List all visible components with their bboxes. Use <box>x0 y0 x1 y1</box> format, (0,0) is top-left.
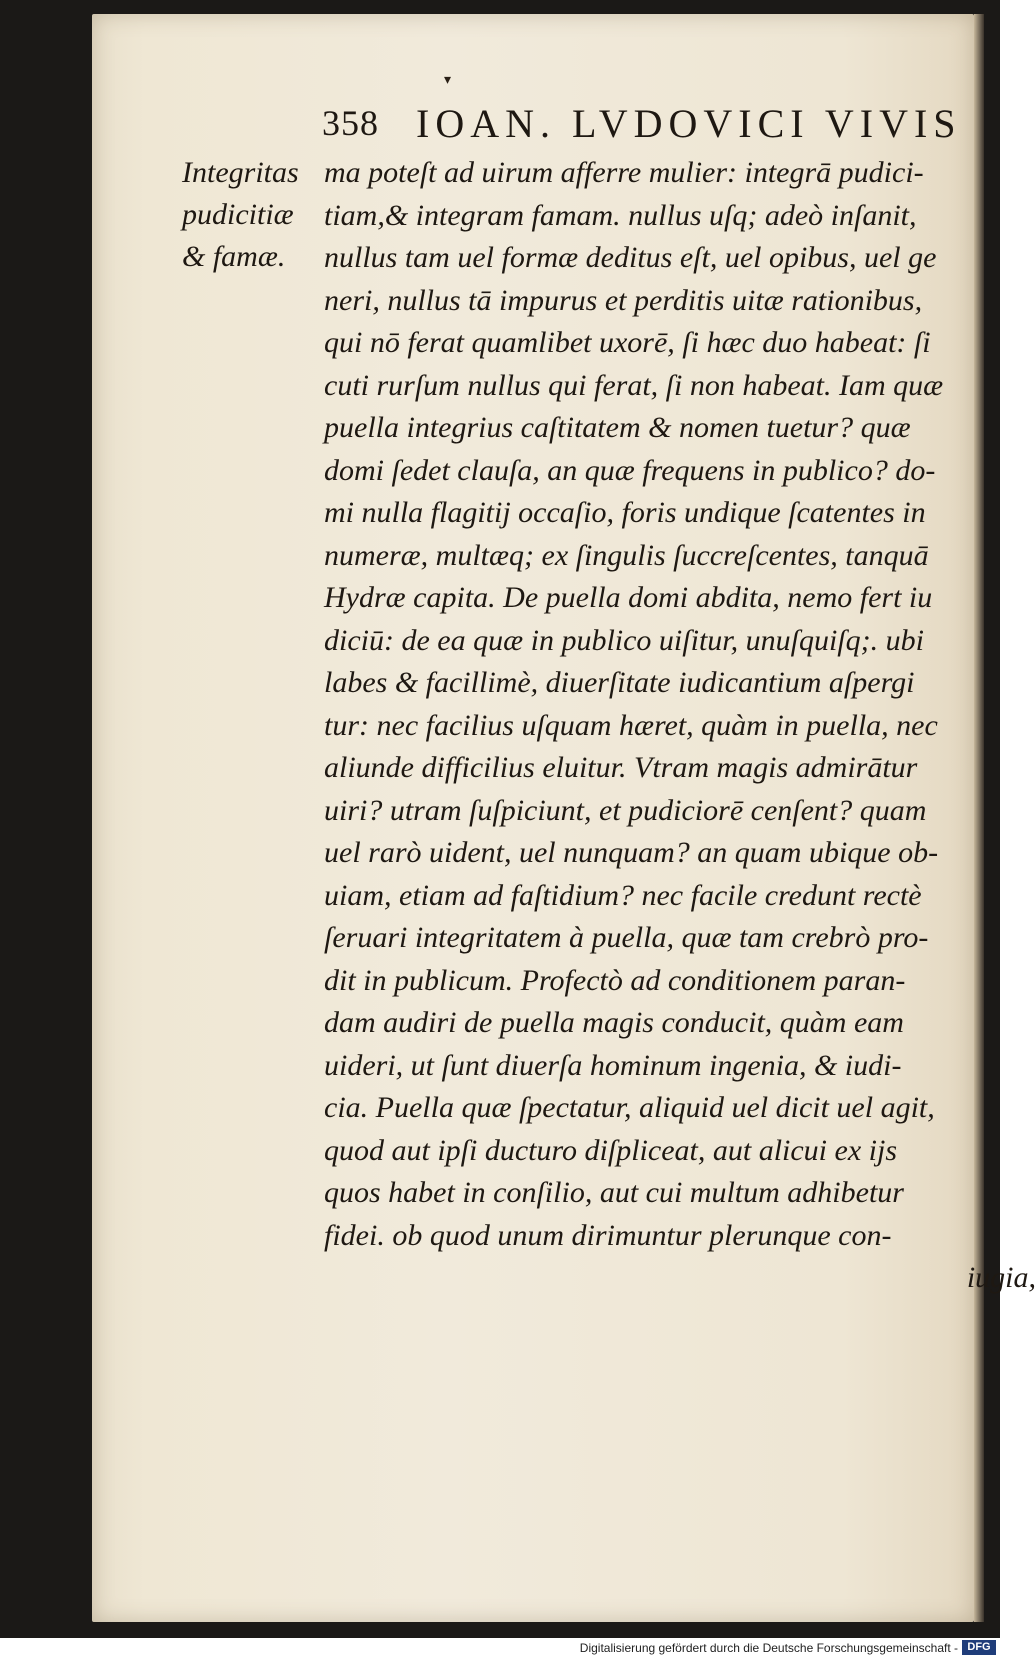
text-line: labes & facillimè, diuerſitate iudicantium aſpergi <box>324 666 915 699</box>
funding-notice: Digitalisierung gefördert durch die Deutsche Forschungsgemeinschaft - <box>579 1641 958 1655</box>
margin-note-line: & famæ. <box>182 240 286 273</box>
text-line: dam audiri de puella magis conducit, quàm eam <box>324 1006 904 1039</box>
text-line: cuti rurſum nullus qui ferat, ſi non habeat. Iam quæ <box>324 368 944 402</box>
text-line: quos habet in conſilio, aut cui multum adhibetur <box>324 1176 904 1209</box>
footer <box>0 1638 1000 1659</box>
book-page <box>92 14 1036 1622</box>
text-line: dit in publicum. Profectò ad conditionem paran- <box>324 963 906 997</box>
page-number: 358 <box>322 103 379 143</box>
text-line: uel rarò uident, uel nunquam? an quam ubique ob- <box>324 836 939 869</box>
text-line: tiam,& integram famam. nullus uſq; adeò inſanit, <box>324 198 917 232</box>
margin-note <box>182 152 342 278</box>
text-line: uiri? utram ſuſpiciunt, et pudiciorē cenſent? quam <box>324 793 927 827</box>
text-line: neri, nullus tā impurus et perditis uitæ rationibus, <box>324 283 923 317</box>
margin-note-line: pudicitiæ <box>182 198 294 231</box>
text-line: fidei. ob quod unum dirimuntur plerunque con- <box>324 1218 892 1252</box>
text-line: quod aut ipſi ducturo diſpliceat, aut alicui ex ijs <box>324 1133 897 1167</box>
running-head: IOAN. LVDOVICI VIVIS <box>416 101 962 146</box>
text-line: cia. Puella quæ ſpectatur, aliquid uel dicit uel agit, <box>324 1091 935 1124</box>
text-line: uideri, ut ſunt diuerſa hominum ingenia, & iudi- <box>324 1048 902 1082</box>
text-line: ma poteſt ad uirum afferre mulier: integrā pudici- <box>324 156 924 189</box>
text-line: numeræ, multæq; ex ſingulis ſuccreſcentes, tanquā <box>324 538 929 572</box>
printer-mark: ▾ <box>444 73 452 88</box>
text-line: uiam, etiam ad faſtidium? nec facile credunt rectè <box>324 878 922 912</box>
catchword: iugia, <box>966 1261 1036 1294</box>
text-line: mi nulla flagitij occaſio, foris undique ſcatentes in <box>324 496 926 529</box>
dfg-logo: DFG <box>962 1640 996 1655</box>
text-line: qui nō ferat quamlibet uxorē, ſi hæc duo habeat: ſi <box>324 326 931 359</box>
text-line: tur: nec facilius uſquam hæret, quàm in puella, nec <box>324 708 938 742</box>
text-line: diciū: de ea quæ in publico uiſitur, unuſquiſq;. ubi <box>324 623 924 657</box>
text-line: aliunde difficilius eluitur. Vtram magis admirātur <box>324 751 918 784</box>
body-text <box>324 152 1036 1300</box>
text-line: puella integrius caſtitatem & nomen tuetur? quæ <box>324 411 911 444</box>
text-line: Hydræ capita. De puella domi abdita, nemo fert iu <box>324 581 933 614</box>
text-line: ſeruari integritatem à puella, quæ tam crebrò pro- <box>324 921 929 954</box>
margin-note-line: Integritas <box>182 156 299 189</box>
text-line: nullus tam uel formæ deditus eſt, uel opibus, uel ge <box>324 241 937 274</box>
text-line: domi ſedet clauſa, an quæ frequens in publico? do- <box>324 453 936 487</box>
